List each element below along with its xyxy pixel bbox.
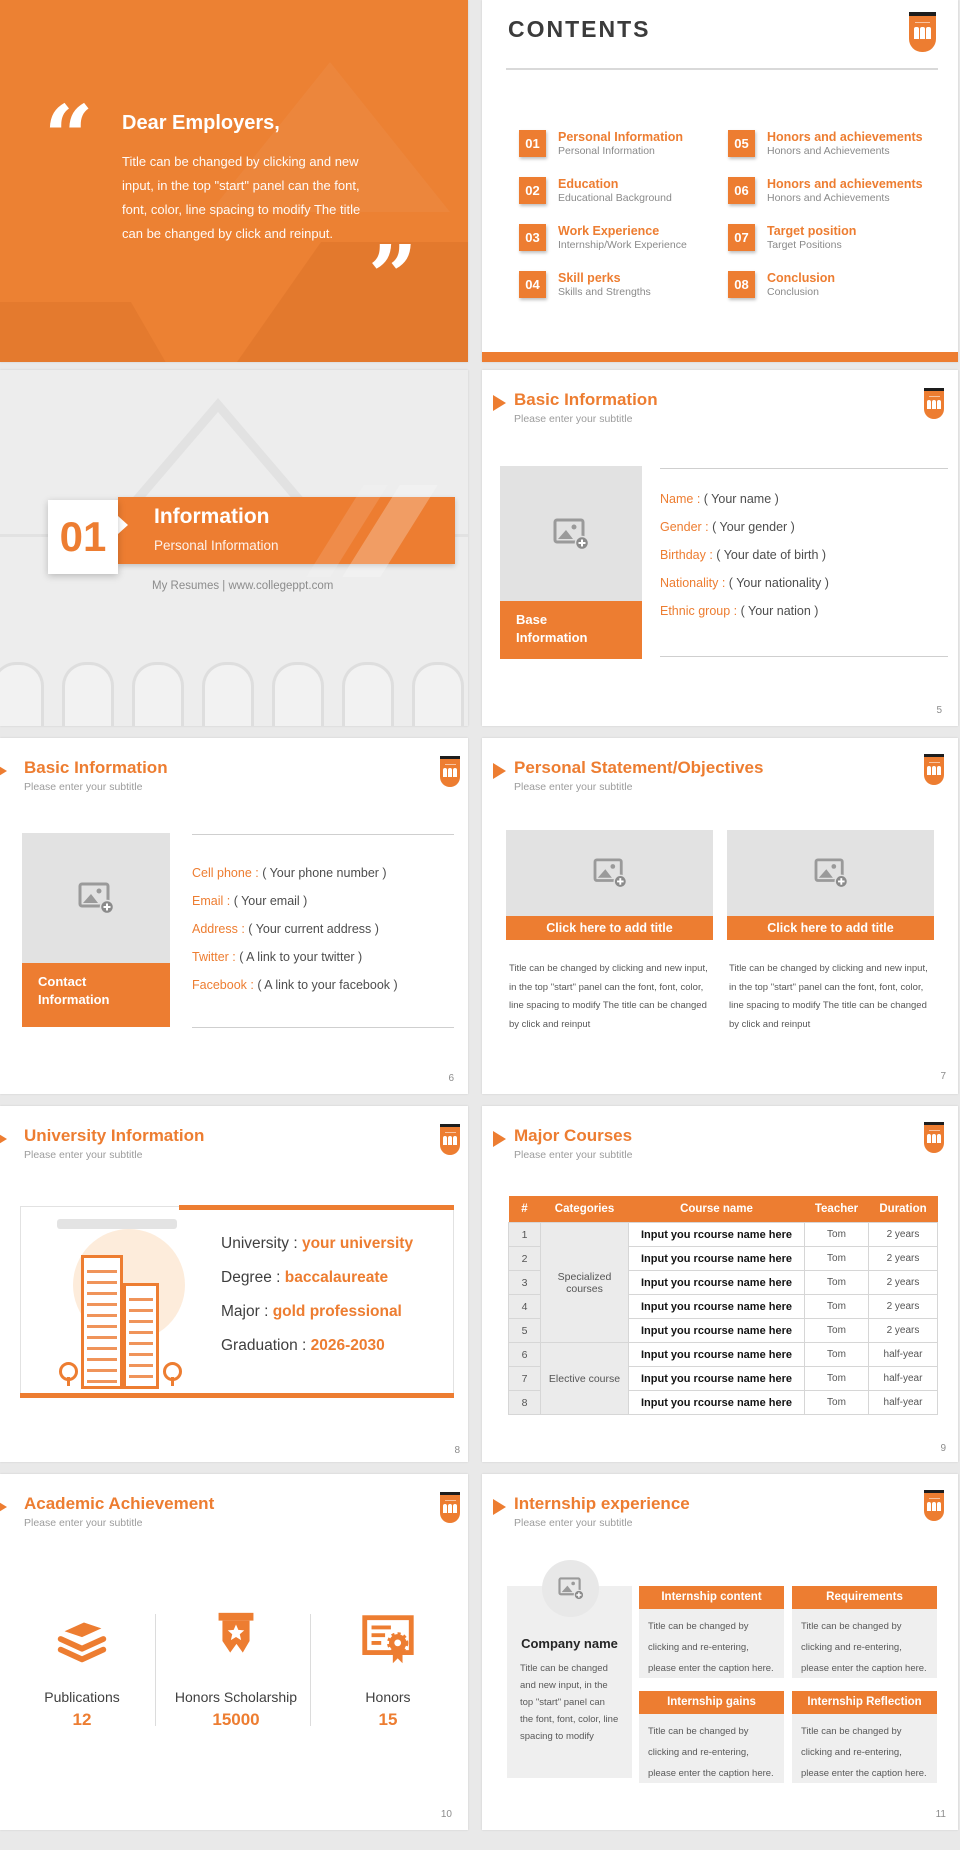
bullet-arrow-icon	[0, 763, 7, 779]
field-birthday: Birthday : ( Your date of birth )	[660, 548, 827, 562]
field-address: Address : ( Your current address )	[192, 922, 379, 936]
block-header-internship-gains: Internship gains	[639, 1691, 784, 1714]
building-arch-decor	[202, 662, 254, 726]
certificate-gear-icon	[357, 1608, 419, 1670]
slide-title: Academic Achievement	[24, 1494, 215, 1513]
section-banner	[118, 497, 455, 564]
building-tower-icon	[81, 1255, 123, 1389]
banner-notch	[118, 516, 128, 534]
section-title: Information	[154, 505, 270, 528]
graduation-row: Graduation : 2026-2030	[221, 1337, 385, 1354]
slide-contact-information[interactable]	[0, 738, 468, 1094]
building-arch-decor	[0, 662, 44, 726]
photo-placeholder[interactable]	[22, 833, 170, 963]
bullet-arrow-icon	[493, 1499, 506, 1515]
slide-subtitle: Please enter your subtitle	[24, 781, 143, 793]
table-row: 3 Input you rcourse name here Tom 2 years	[509, 1271, 938, 1295]
field-twitter: Twitter : ( A link to your twitter )	[192, 950, 363, 964]
table-row: 1 Specialized courses Input you rcourse name here Tom 2 years	[509, 1223, 938, 1247]
table-row: 2 Input you rcourse name here Tom 2 years	[509, 1247, 938, 1271]
bullet-arrow-icon	[493, 1131, 506, 1147]
photo-placeholder[interactable]	[500, 466, 642, 601]
field-email: Email : ( Your email )	[192, 894, 308, 908]
university-shield-icon	[924, 1490, 944, 1521]
slide-title: Major Courses	[514, 1126, 633, 1145]
statement-text-1: Title can be changed by clicking and new input, in the top "start" panel can the font, font, color, line spacing to modify The title can be changed by click and reinput	[509, 963, 708, 1030]
field-cell-phone: Cell phone : ( Your phone number )	[192, 866, 387, 880]
field-facebook: Facebook : ( A link to your facebook )	[192, 978, 398, 992]
contents-item-01[interactable]: 01 Personal Information Personal Information	[519, 130, 734, 158]
page-number: 8	[454, 1445, 460, 1456]
image-placeholder-2[interactable]	[727, 830, 934, 916]
divider	[660, 468, 948, 469]
divider	[155, 1614, 156, 1726]
contents-item-06[interactable]: 06 Honors and achievements Honors and Achievements	[728, 177, 943, 205]
contents-item-07[interactable]: 07 Target position Target Positions	[728, 224, 943, 252]
category-cell: Specialized courses	[541, 1223, 629, 1343]
base-information-box: Base Information	[500, 601, 642, 659]
add-title-button-2[interactable]: Click here to add title	[727, 916, 934, 940]
tree-icon	[59, 1362, 78, 1381]
page-number: 11	[935, 1809, 946, 1820]
field-ethnic-group: Ethnic group : ( Your nation )	[660, 604, 819, 618]
add-image-icon	[593, 858, 627, 888]
building-arch-decor	[272, 662, 324, 726]
building-arch-decor	[132, 662, 184, 726]
section-number: 01	[48, 500, 118, 574]
slide-subtitle: Please enter your subtitle	[514, 1517, 633, 1529]
corner-decor	[195, 227, 468, 362]
university-shield-icon	[924, 754, 944, 785]
page-number: 10	[440, 1809, 452, 1820]
cover-footer: My Resumes | www.collegeppt.com	[152, 580, 334, 592]
block-body: Title can be changed by clicking and re-entering, please enter the caption here.	[792, 1714, 937, 1783]
medal-ribbon-star-icon	[205, 1608, 267, 1670]
item-number: 08	[728, 271, 755, 298]
company-description: Title can be changed and new input, in the top "start" panel can the font, font, color, line spacing to modify	[520, 1663, 619, 1742]
block-body: Title can be changed by clicking and re-entering, please enter the caption here.	[792, 1609, 937, 1678]
field-name: Name : ( Your name )	[660, 492, 779, 506]
slide-section-cover[interactable]	[0, 370, 468, 726]
close-quote-icon: ”	[368, 227, 414, 328]
table-row: 5 Input you rcourse name here Tom 2 years	[509, 1319, 938, 1343]
page-number: 5	[936, 705, 942, 716]
achievement-publications: Publications 12	[12, 1608, 152, 1730]
divider	[660, 656, 948, 657]
building-arch-decor	[412, 662, 464, 726]
university-shield-icon	[440, 756, 460, 787]
university-card	[20, 1206, 454, 1398]
category-cell: Elective course	[541, 1343, 629, 1415]
item-number: 02	[519, 177, 546, 204]
page-number: 6	[448, 1073, 454, 1084]
major-row: Major : gold professional	[221, 1303, 402, 1320]
company-name: Company name	[521, 1636, 618, 1651]
add-image-icon	[78, 882, 114, 914]
accent-bar	[20, 1393, 454, 1398]
building-arch-decor	[342, 662, 394, 726]
university-shield-icon	[909, 12, 936, 52]
slide-internship-experience[interactable]	[482, 1474, 958, 1830]
achievement-honors: Honors 15	[318, 1608, 458, 1730]
bullet-arrow-icon	[493, 763, 506, 779]
page-number: 7	[940, 1071, 946, 1082]
contents-item-08[interactable]: 08 Conclusion Conclusion	[728, 271, 943, 299]
slide-title: Basic Information	[24, 758, 168, 777]
university-shield-icon	[924, 1122, 944, 1153]
contents-item-04[interactable]: 04 Skill perks Skills and Strengths	[519, 271, 734, 299]
university-shield-icon	[924, 388, 944, 419]
slide-basic-information[interactable]	[482, 370, 958, 726]
slide-subtitle: Please enter your subtitle	[514, 1149, 633, 1161]
table-header-row: # Categories Course name Teacher Duration	[509, 1196, 938, 1223]
contents-item-03[interactable]: 03 Work Experience Internship/Work Experience	[519, 224, 734, 252]
placeholder-pill	[57, 1219, 177, 1229]
slide-university-information[interactable]	[0, 1106, 468, 1462]
university-row: University : your university	[221, 1235, 414, 1252]
bottom-accent-bar	[482, 352, 958, 362]
slide-title: Basic Information	[514, 390, 658, 409]
slide-subtitle: Please enter your subtitle	[24, 1517, 143, 1529]
building-arch-decor	[62, 662, 114, 726]
slide-title: University Information	[24, 1126, 205, 1145]
table-row: 8 Input you rcourse name here Tom half-year	[509, 1391, 938, 1415]
add-image-icon	[553, 518, 589, 550]
add-image-icon	[814, 858, 848, 888]
table-row: 6 Elective course Input you rcourse name here Tom half-year	[509, 1343, 938, 1367]
slide-major-courses[interactable]	[482, 1106, 958, 1462]
contents-item-05[interactable]: 05 Honors and achievements Honors and Achievements	[728, 130, 943, 158]
slide-subtitle: Please enter your subtitle	[514, 413, 633, 425]
block-header-internship-reflection: Internship Reflection	[792, 1691, 937, 1714]
block-header-requirements: Requirements	[792, 1586, 937, 1609]
item-number: 04	[519, 271, 546, 298]
company-photo-placeholder[interactable]	[542, 1560, 599, 1617]
slide-personal-statement[interactable]	[482, 738, 958, 1094]
slide-title: Personal Statement/Objectives	[514, 758, 764, 777]
page-number: 9	[940, 1443, 946, 1454]
accent-bar	[179, 1205, 454, 1210]
degree-row: Degree : baccalaureate	[221, 1269, 389, 1286]
contents-title: CONTENTS	[508, 16, 651, 42]
achievement-scholarship: Honors Scholarship 15000	[166, 1608, 306, 1730]
divider	[192, 834, 454, 835]
field-gender: Gender : ( Your gender )	[660, 520, 795, 534]
stacked-publications-icon	[51, 1608, 113, 1670]
item-number: 06	[728, 177, 755, 204]
bullet-arrow-icon	[493, 395, 506, 411]
bullet-arrow-icon	[0, 1131, 7, 1147]
table-row: 7 Input you rcourse name here Tom half-year	[509, 1367, 938, 1391]
slide-title: Internship experience	[514, 1494, 690, 1513]
bullet-arrow-icon	[0, 1499, 7, 1515]
courses-table	[508, 1196, 938, 1415]
divider	[192, 1027, 454, 1028]
image-placeholder-1[interactable]	[506, 830, 713, 916]
section-subtitle: Personal Information	[154, 538, 279, 553]
slide-quote[interactable]	[0, 0, 468, 362]
contents-item-02[interactable]: 02 Education Educational Background	[519, 177, 734, 205]
slide-contents[interactable]	[482, 0, 958, 362]
field-nationality: Nationality : ( Your nationality )	[660, 576, 829, 590]
corner-decor	[0, 302, 229, 362]
item-number: 07	[728, 224, 755, 251]
slide-subtitle: Please enter your subtitle	[24, 1149, 143, 1161]
contact-information-box: Contact Information	[22, 963, 170, 1027]
add-image-icon	[558, 1577, 584, 1600]
slide-academic-achievement[interactable]	[0, 1474, 468, 1830]
block-body: Title can be changed by clicking and re-entering, please enter the caption here.	[639, 1609, 784, 1678]
statement-text-2: Title can be changed by clicking and new input, in the top "start" panel can the font, font, color, line spacing to modify The title can be changed by click and reinput	[729, 963, 928, 1030]
divider	[310, 1614, 311, 1726]
add-title-button-1[interactable]: Click here to add title	[506, 916, 713, 940]
building-tower-icon	[123, 1283, 159, 1389]
block-header-internship-content: Internship content	[639, 1586, 784, 1609]
university-shield-icon	[440, 1492, 460, 1523]
item-number: 01	[519, 130, 546, 157]
university-shield-icon	[440, 1124, 460, 1155]
quote-title: Dear Employers,	[122, 112, 280, 134]
item-number: 05	[728, 130, 755, 157]
open-quote-icon: “	[44, 87, 90, 188]
table-row: 4 Input you rcourse name here Tom 2 years	[509, 1295, 938, 1319]
item-number: 03	[519, 224, 546, 251]
block-body: Title can be changed by clicking and re-entering, please enter the caption here.	[639, 1714, 784, 1783]
quote-body: Title can be changed by clicking and new input, in the top "start" panel can the font, font, color, line spacing to modify The title can be changed by click and reinput.	[122, 154, 361, 241]
divider	[506, 68, 938, 70]
slide-subtitle: Please enter your subtitle	[514, 781, 633, 793]
tree-icon	[163, 1362, 182, 1381]
